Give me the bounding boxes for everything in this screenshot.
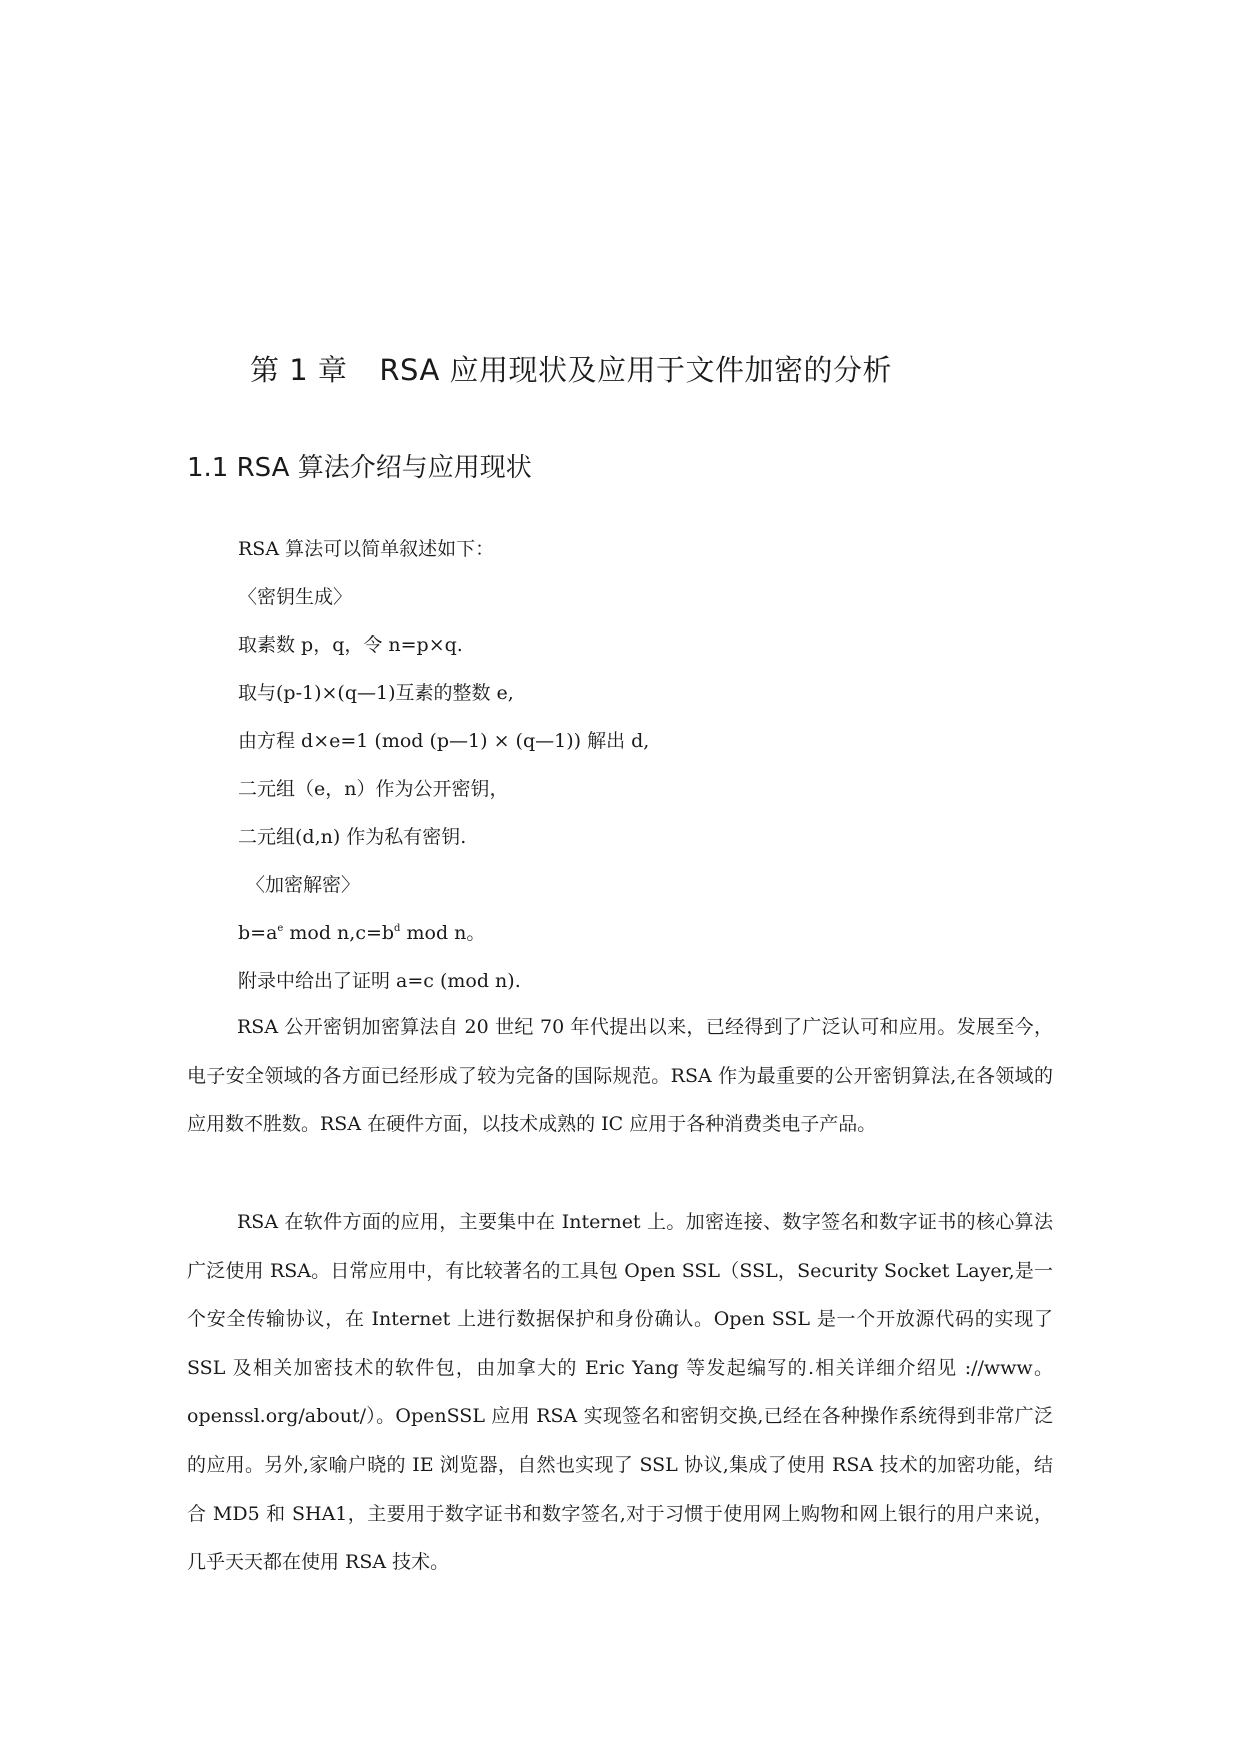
paragraph-rsa-software: RSA 在软件方面的应用，主要集中在 Internet 上。加密连接、数字签名和数字证书的核心算法广泛使用 RSA。日常应用中，有比较著名的工具包 Open SSL（SSL，Security Socket Layer,是一个安全传输协议，在 Internet 上进行数据保护和身份确认。Open SSL 是一个开放源代码的实现了 SSL 及相关加密技术的软件包，由加拿大的 Eric Yang 等发起编写的.相关详细介绍见 ://www。openssl.org/about/）。OpenSSL 应用 RSA 实现签名和密钥交换,已经在各种操作系统得到非常广泛的应用。另外,家喻户晓的 IE 浏览器，自然也实现了 SSL 协议,集成了使用 RSA 技术的加密功能，结合 MD5 和 SHA1，主要用于数字证书和数字签名,对于习惯于使用网上购物和网上银行的用户来说，几乎天天都在使用 RSA 技术。 [187, 1211, 1053, 1574]
chapter-number: 第 1 章 [250, 353, 348, 387]
keygen-step-5: 二元组(d,n) 作为私有密钥. [238, 826, 467, 848]
encryption-formula [238, 918, 649, 966]
formula-suffix: mod n。 [400, 922, 486, 944]
algorithm-intro: RSA 算法可以简单叙述如下： [238, 538, 495, 560]
formula-b-prefix: b=a [238, 922, 278, 944]
keygen-step-3: 由方程 d×e=1 (mod (p—1) × (q—1)) 解出 d, [238, 730, 650, 752]
section-title: 1.1 RSA 算法介绍与应用现状 [187, 453, 532, 483]
formula-exponent-e: e [277, 923, 284, 934]
chapter-title [250, 348, 892, 389]
paragraph-rsa-adoption: RSA 公开密钥加密算法自 20 世纪 70 年代提出以来，已经得到了广泛认可和应用。发展至今，电子安全领域的各方面已经形成了较为完备的国际规范。RSA 作为最重要的公开密钥算法,在各领域的应用数不胜数。RSA 在硬件方面，以技术成熟的 IC 应用于各种消费类电子产品。 [187, 1016, 1053, 1136]
keygen-step-4: 二元组（e，n）作为公开密钥， [238, 778, 509, 800]
chapter-title-text: RSA 应用现状及应用于文件加密的分析 [379, 353, 893, 387]
keygen-step-2: 取与(p-1)×(q—1)互素的整数 e, [238, 682, 514, 704]
formula-exponent-d: d [394, 923, 401, 934]
encdec-heading: 〈加密解密〉 [246, 874, 361, 896]
keygen-step-1: 取素数 p，q，令 n=p×q. [238, 634, 463, 656]
proof-note: 附录中给出了证明 a=c (mod n). [238, 970, 521, 992]
formula-mid: mod n,c=b [283, 922, 395, 944]
keygen-heading: 〈密钥生成〉 [238, 586, 353, 608]
rsa-algorithm-list [238, 534, 649, 1014]
